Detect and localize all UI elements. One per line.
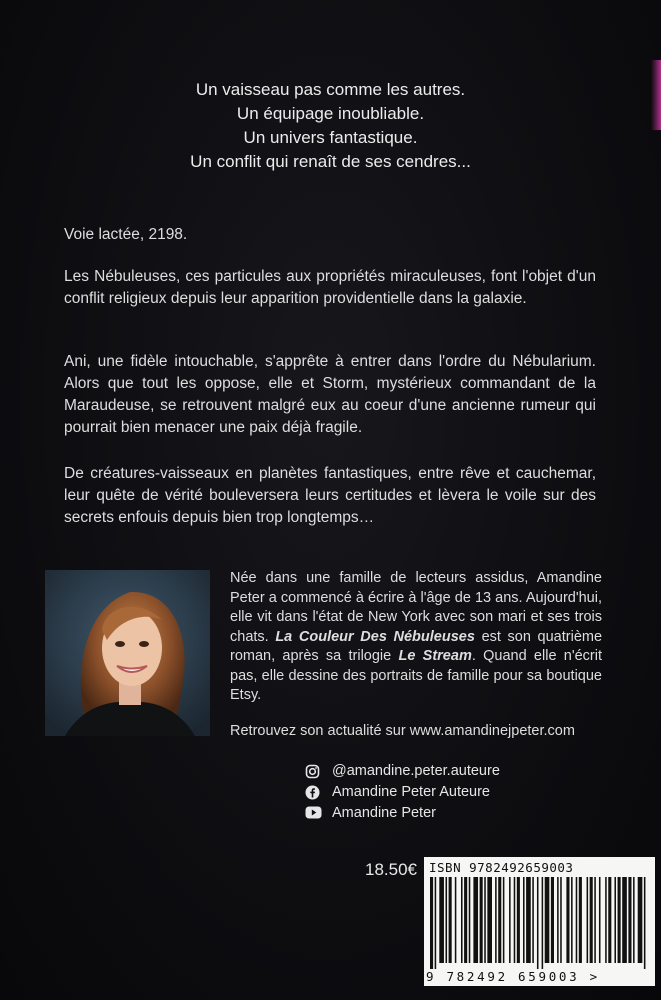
barcode-bar — [473, 877, 478, 963]
price: 18.50€ — [365, 860, 417, 879]
author-bio — [230, 569, 602, 706]
barcode-bar — [449, 877, 452, 963]
author-photo — [45, 570, 210, 736]
instagram-icon — [305, 764, 322, 778]
tagline — [0, 78, 661, 174]
barcode-bar — [628, 877, 631, 963]
tagline-line: Un conflit qui renaît de ses cendres... — [190, 152, 471, 171]
barcode-bar — [605, 877, 607, 963]
blurb-paragraph: Ani, une fidèle intouchable, s'apprête à entrer dans l'ordre du Nébularium. Alors que tout les oppose, elle et Storm, mystérieux commandant de la Maraudeuse, se retrouvent malgré eux au coeur d'une ancienne rumeur qui pourrait bien menacer une paix déjà fragile. — [64, 353, 596, 436]
barcode-bar — [495, 877, 497, 963]
barcode-bar — [498, 877, 501, 963]
barcode-bar — [566, 877, 569, 963]
barcode-bar — [537, 877, 539, 969]
facebook-icon — [305, 785, 322, 799]
barcode-bar — [487, 877, 492, 963]
social-item-youtube — [305, 802, 500, 823]
barcode-bar — [638, 877, 643, 963]
barcode-bar — [633, 877, 635, 963]
barcode-bar — [514, 877, 516, 963]
barcode-bar — [576, 877, 578, 963]
barcode-bar — [435, 877, 437, 969]
barcode-bar — [464, 877, 467, 963]
barcode-bar — [455, 877, 457, 963]
barcode-bars — [430, 877, 650, 969]
barcode-bar — [608, 877, 611, 963]
barcode-bar — [551, 877, 554, 963]
barcode-bar — [542, 877, 544, 969]
barcode-bar — [446, 877, 448, 963]
barcode-bar — [517, 877, 520, 963]
author-portrait-illustration — [45, 570, 210, 736]
bio-text: est son quatrième roman, après sa trilogie — [230, 628, 603, 664]
social-label: Amandine Peter Auteure — [332, 783, 490, 800]
barcode-bar — [484, 877, 486, 963]
social-links — [305, 760, 500, 823]
barcode-bar — [560, 877, 562, 963]
barcode-bar — [469, 877, 471, 963]
blurb-paragraph: De créatures-vaisseaux en planètes fantastiques, entre rêve et cauchemar, leur quête de vérité bouleversera leurs certitudes et lèvera le voile sur des secrets enfouis depuis bien trop longtemps… — [64, 465, 596, 526]
bio-text: . Quand elle n'écrit pas, elle dessine des portraits de famille pour sa boutique Etsy. — [230, 648, 602, 703]
barcode-bar — [532, 877, 534, 963]
barcode-bar — [430, 877, 433, 969]
barcode-bar — [461, 877, 463, 963]
barcode-bar — [526, 877, 531, 963]
isbn-label: ISBN 9782492659003 — [429, 860, 574, 875]
tagline-line: Un équipage inoubliable. — [236, 104, 425, 123]
book-title: La Couleur Des Nébuleuses — [275, 628, 475, 645]
youtube-icon — [305, 806, 322, 820]
barcode-bar — [503, 877, 505, 963]
blurb-paragraph: Les Nébuleuses, ces particules aux propriétés miraculeuses, font l'objet d'un conflit religieux depuis leur apparition providentielle dans la galaxie. — [64, 268, 596, 307]
barcode-bar — [618, 877, 621, 963]
barcode-bar — [614, 877, 616, 963]
tagline-line: Un univers fantastique. — [243, 128, 418, 147]
isbn-digits: 9 782492 659003 > — [426, 969, 600, 984]
barcode-bar — [644, 877, 646, 969]
blurb-date: Voie lactée, 2198. — [64, 226, 188, 243]
tagline-line: Un vaisseau pas comme les autres. — [195, 80, 466, 99]
barcode-bar — [545, 877, 550, 963]
social-item-instagram — [305, 760, 500, 781]
social-item-facebook — [305, 781, 500, 802]
barcode-bar — [579, 877, 582, 963]
barcode-bar — [590, 877, 593, 963]
barcode-bar — [587, 877, 589, 963]
barcode-bar — [571, 877, 573, 963]
barcode-bar — [557, 877, 559, 963]
author-website: Retrouvez son actualité sur www.amandinejpeter.com — [230, 723, 575, 739]
trilogy-title: Le Stream — [398, 648, 472, 664]
bio-text: Née dans une famille de lecteurs assidus, Amandine Peter a commencé à écrire à l'âge de 13 ans. Aujourd'hui, elle vit dans l'état de New York avec son mari et ses trois chats. — [230, 570, 602, 645]
barcode-bar — [480, 877, 483, 963]
barcode-bar — [523, 877, 525, 963]
barcode-bar — [622, 877, 627, 963]
social-label: Amandine Peter — [332, 804, 436, 821]
barcode-bar — [439, 877, 444, 963]
barcode-bar — [594, 877, 596, 963]
social-label: @amandine.peter.auteure — [332, 762, 500, 779]
isbn-barcode — [424, 857, 655, 986]
barcode-bar — [599, 877, 601, 963]
barcode-bar — [509, 877, 511, 963]
